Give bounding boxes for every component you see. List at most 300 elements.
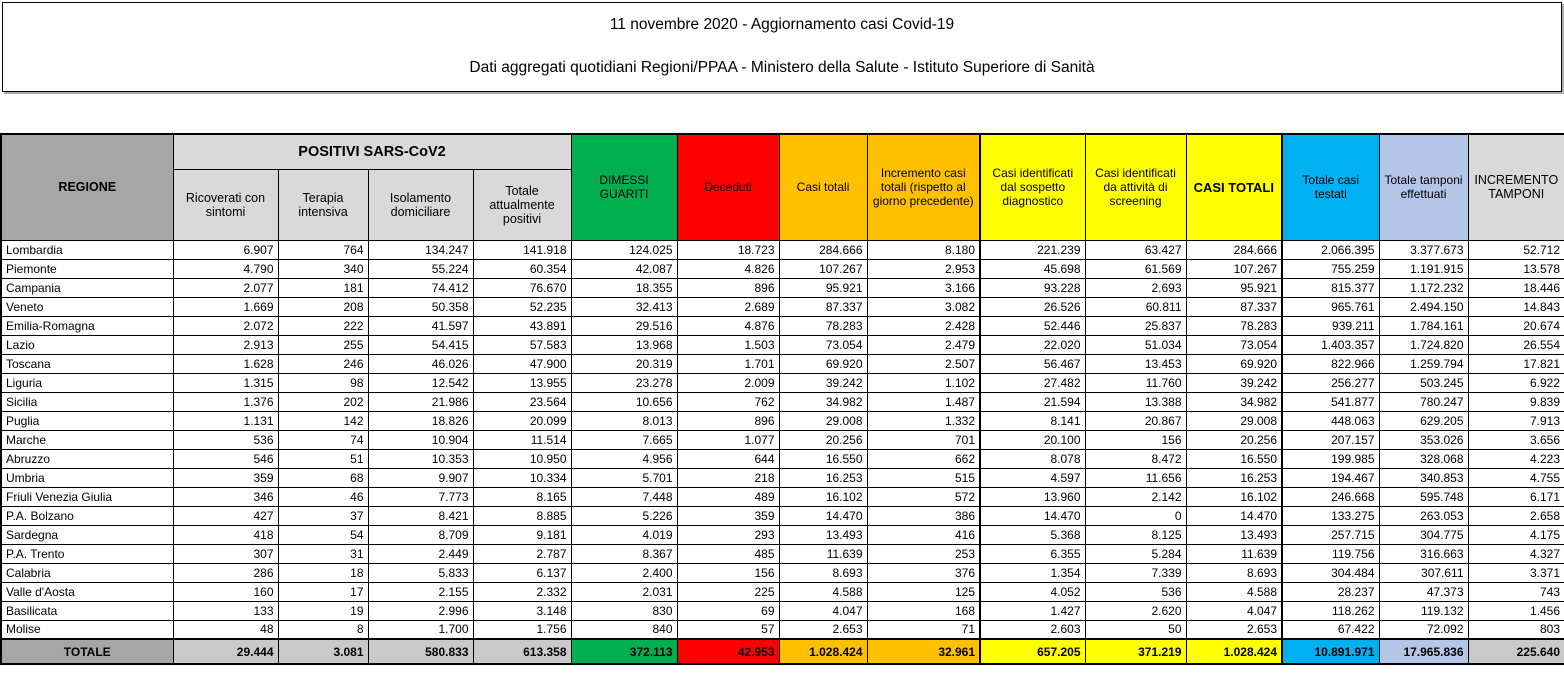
value-cell: 39.242 (1186, 373, 1282, 392)
header-casi-screening: Casi identificati da attività di screening (1085, 134, 1186, 240)
value-cell: 55.224 (368, 259, 473, 278)
value-cell: 3.082 (867, 297, 980, 316)
value-cell: 17.821 (1468, 354, 1564, 373)
value-cell: 72.092 (1379, 620, 1468, 639)
value-cell: 644 (677, 449, 779, 468)
value-cell: 13.388 (1085, 392, 1186, 411)
value-cell: 13.960 (980, 487, 1085, 506)
region-name-cell: Liguria (1, 373, 173, 392)
value-cell: 7.665 (571, 430, 677, 449)
value-cell: 21.986 (368, 392, 473, 411)
value-cell: 160 (173, 582, 278, 601)
value-cell: 63.427 (1085, 240, 1186, 259)
value-cell: 3.166 (867, 278, 980, 297)
value-cell: 78.283 (1186, 316, 1282, 335)
region-name-cell: Sardegna (1, 525, 173, 544)
value-cell: 1.487 (867, 392, 980, 411)
table-row (1, 259, 1564, 278)
value-cell: 1.131 (173, 411, 278, 430)
totale-value-cell: 613.358 (473, 639, 571, 664)
value-cell: 4.876 (677, 316, 779, 335)
value-cell: 13.493 (779, 525, 867, 544)
value-cell: 2.653 (1186, 620, 1282, 639)
value-cell: 8 (278, 620, 368, 639)
header-dimessi-guariti: DIMESSI GUARITI (571, 134, 677, 240)
table-row (1, 563, 1564, 582)
value-cell: 743 (1468, 582, 1564, 601)
value-cell: 1.700 (368, 620, 473, 639)
value-cell: 199.985 (1282, 449, 1379, 468)
value-cell: 6.137 (473, 563, 571, 582)
title-line-1: 11 novembre 2020 - Aggiornamento casi Covid-19 (609, 16, 955, 33)
value-cell: 16.253 (1186, 468, 1282, 487)
value-cell: 5.284 (1085, 544, 1186, 563)
value-cell: 18.826 (368, 411, 473, 430)
value-cell: 8.165 (473, 487, 571, 506)
value-cell: 98 (278, 373, 368, 392)
value-cell: 2.077 (173, 278, 278, 297)
value-cell: 142 (278, 411, 368, 430)
value-cell: 222 (278, 316, 368, 335)
value-cell: 386 (867, 506, 980, 525)
value-cell: 536 (173, 430, 278, 449)
value-cell: 7.913 (1468, 411, 1564, 430)
value-cell: 246 (278, 354, 368, 373)
value-cell: 47.900 (473, 354, 571, 373)
value-cell: 124.025 (571, 240, 677, 259)
value-cell: 47.373 (1379, 582, 1468, 601)
value-cell: 4.052 (980, 582, 1085, 601)
table-row (1, 525, 1564, 544)
value-cell: 168 (867, 601, 980, 620)
value-cell: 26.526 (980, 297, 1085, 316)
value-cell: 13.955 (473, 373, 571, 392)
table-row (1, 373, 1564, 392)
value-cell: 18 (278, 563, 368, 582)
totale-value-cell: 10.891.971 (1282, 639, 1379, 664)
value-cell: 133.275 (1282, 506, 1379, 525)
value-cell: 87.337 (1186, 297, 1282, 316)
totale-row (1, 639, 1564, 664)
value-cell: 60.811 (1085, 297, 1186, 316)
table-row (1, 278, 1564, 297)
value-cell: 133 (173, 601, 278, 620)
value-cell: 4.588 (1186, 582, 1282, 601)
value-cell: 4.588 (779, 582, 867, 601)
value-cell: 2.689 (677, 297, 779, 316)
region-name-cell: P.A. Trento (1, 544, 173, 563)
region-name-cell: Basilicata (1, 601, 173, 620)
value-cell: 572 (867, 487, 980, 506)
value-cell: 1.315 (173, 373, 278, 392)
value-cell: 416 (867, 525, 980, 544)
region-name-cell: Lombardia (1, 240, 173, 259)
value-cell: 515 (867, 468, 980, 487)
totale-value-cell: 3.081 (278, 639, 368, 664)
table-row (1, 620, 1564, 639)
table-body (1, 240, 1564, 639)
value-cell: 20.256 (779, 430, 867, 449)
value-cell: 107.267 (1186, 259, 1282, 278)
value-cell: 830 (571, 601, 677, 620)
title-box (2, 2, 1562, 92)
value-cell: 10.656 (571, 392, 677, 411)
value-cell: 662 (867, 449, 980, 468)
value-cell: 755.259 (1282, 259, 1379, 278)
value-cell: 2.009 (677, 373, 779, 392)
header-incremento-tamponi: INCREMENTO TAMPONI (1468, 134, 1564, 240)
value-cell: 2.428 (867, 316, 980, 335)
table-row (1, 392, 1564, 411)
value-cell: 284.666 (779, 240, 867, 259)
header-regione: REGIONE (1, 134, 173, 240)
value-cell: 6.922 (1468, 373, 1564, 392)
value-cell: 221.239 (980, 240, 1085, 259)
value-cell: 156 (1085, 430, 1186, 449)
region-name-cell: Marche (1, 430, 173, 449)
value-cell: 896 (677, 411, 779, 430)
value-cell: 52.235 (473, 297, 571, 316)
value-cell: 4.327 (1468, 544, 1564, 563)
value-cell: 107.267 (779, 259, 867, 278)
value-cell: 225 (677, 582, 779, 601)
value-cell: 71 (867, 620, 980, 639)
value-cell: 9.181 (473, 525, 571, 544)
value-cell: 20.256 (1186, 430, 1282, 449)
value-cell: 340 (278, 259, 368, 278)
value-cell: 246.668 (1282, 487, 1379, 506)
value-cell: 328.068 (1379, 449, 1468, 468)
value-cell: 2.479 (867, 335, 980, 354)
region-name-cell: Friuli Venezia Giulia (1, 487, 173, 506)
value-cell: 255 (278, 335, 368, 354)
region-name-cell: Toscana (1, 354, 173, 373)
value-cell: 11.514 (473, 430, 571, 449)
value-cell: 418 (173, 525, 278, 544)
value-cell: 2.913 (173, 335, 278, 354)
value-cell: 2.142 (1085, 487, 1186, 506)
value-cell: 207.157 (1282, 430, 1379, 449)
value-cell: 427 (173, 506, 278, 525)
value-cell: 10.353 (368, 449, 473, 468)
value-cell: 10.334 (473, 468, 571, 487)
totale-value-cell: 17.965.836 (1379, 639, 1468, 664)
value-cell: 141.918 (473, 240, 571, 259)
value-cell: 2.332 (473, 582, 571, 601)
value-cell: 1.628 (173, 354, 278, 373)
value-cell: 1.724.820 (1379, 335, 1468, 354)
value-cell: 541.877 (1282, 392, 1379, 411)
header-terapia-intensiva: Terapia intensiva (278, 169, 368, 240)
value-cell: 316.663 (1379, 544, 1468, 563)
value-cell: 18.723 (677, 240, 779, 259)
value-cell: 4.047 (779, 601, 867, 620)
value-cell: 48 (173, 620, 278, 639)
value-cell: 965.761 (1282, 297, 1379, 316)
totale-value-cell: 29.444 (173, 639, 278, 664)
region-name-cell: P.A. Bolzano (1, 506, 173, 525)
value-cell: 25.837 (1085, 316, 1186, 335)
title-line-2: Dati aggregati quotidiani Regioni/PPAA - Ministero della Salute - Istituto Superiore di Sanità (469, 58, 1095, 76)
table-row (1, 582, 1564, 601)
value-cell: 2.494.150 (1379, 297, 1468, 316)
value-cell: 10.904 (368, 430, 473, 449)
value-cell: 284.666 (1186, 240, 1282, 259)
value-cell: 7.773 (368, 487, 473, 506)
table-row (1, 506, 1564, 525)
value-cell: 57.583 (473, 335, 571, 354)
value-cell: 1.172.232 (1379, 278, 1468, 297)
value-cell: 31 (278, 544, 368, 563)
value-cell: 2.658 (1468, 506, 1564, 525)
value-cell: 3.377.673 (1379, 240, 1468, 259)
value-cell: 76.670 (473, 278, 571, 297)
value-cell: 20.319 (571, 354, 677, 373)
header-positivi-sars-cov2: POSITIVI SARS-CoV2 (173, 134, 571, 169)
value-cell: 42.087 (571, 259, 677, 278)
value-cell: 41.597 (368, 316, 473, 335)
value-cell: 52.446 (980, 316, 1085, 335)
value-cell: 202 (278, 392, 368, 411)
region-name-cell: Puglia (1, 411, 173, 430)
value-cell: 74.412 (368, 278, 473, 297)
table-row (1, 240, 1564, 259)
value-cell: 19 (278, 601, 368, 620)
value-cell: 2.072 (173, 316, 278, 335)
value-cell: 5.226 (571, 506, 677, 525)
value-cell: 8.693 (779, 563, 867, 582)
value-cell: 595.748 (1379, 487, 1468, 506)
totale-value-cell: 225.640 (1468, 639, 1564, 664)
value-cell: 60.354 (473, 259, 571, 278)
totale-value-cell: 1.028.424 (779, 639, 867, 664)
value-cell: 52.712 (1468, 240, 1564, 259)
header-casi-totali-upper: CASI TOTALI (1186, 134, 1282, 240)
value-cell: 181 (278, 278, 368, 297)
value-cell: 6.355 (980, 544, 1085, 563)
value-cell: 307.611 (1379, 563, 1468, 582)
totale-value-cell: 42.953 (677, 639, 779, 664)
value-cell: 764 (278, 240, 368, 259)
value-cell: 1.427 (980, 601, 1085, 620)
value-cell: 95.921 (779, 278, 867, 297)
value-cell: 485 (677, 544, 779, 563)
region-name-cell: Valle d'Aosta (1, 582, 173, 601)
value-cell: 2.996 (368, 601, 473, 620)
value-cell: 4.175 (1468, 525, 1564, 544)
value-cell: 2.155 (368, 582, 473, 601)
totale-value-cell: 372.113 (571, 639, 677, 664)
value-cell: 4.019 (571, 525, 677, 544)
value-cell: 2.787 (473, 544, 571, 563)
region-name-cell: Abruzzo (1, 449, 173, 468)
value-cell: 119.132 (1379, 601, 1468, 620)
value-cell: 3.656 (1468, 430, 1564, 449)
value-cell: 2.507 (867, 354, 980, 373)
value-cell: 8.885 (473, 506, 571, 525)
value-cell: 359 (173, 468, 278, 487)
value-cell: 8.180 (867, 240, 980, 259)
value-cell: 54 (278, 525, 368, 544)
value-cell: 13.578 (1468, 259, 1564, 278)
value-cell: 896 (677, 278, 779, 297)
value-cell: 28.237 (1282, 582, 1379, 601)
table-row (1, 487, 1564, 506)
value-cell: 54.415 (368, 335, 473, 354)
header-ricoverati-con-sintomi: Ricoverati con sintomi (173, 169, 278, 240)
value-cell: 11.639 (779, 544, 867, 563)
value-cell: 1.376 (173, 392, 278, 411)
value-cell: 939.211 (1282, 316, 1379, 335)
value-cell: 208 (278, 297, 368, 316)
value-cell: 16.253 (779, 468, 867, 487)
value-cell: 119.756 (1282, 544, 1379, 563)
region-name-cell: Piemonte (1, 259, 173, 278)
value-cell: 359 (677, 506, 779, 525)
value-cell: 503.245 (1379, 373, 1468, 392)
value-cell: 18.446 (1468, 278, 1564, 297)
value-cell: 26.554 (1468, 335, 1564, 354)
value-cell: 304.775 (1379, 525, 1468, 544)
value-cell: 74 (278, 430, 368, 449)
value-cell: 7.448 (571, 487, 677, 506)
table-row (1, 544, 1564, 563)
value-cell: 18.355 (571, 278, 677, 297)
value-cell: 2.400 (571, 563, 677, 582)
value-cell: 8.367 (571, 544, 677, 563)
region-name-cell: Lazio (1, 335, 173, 354)
value-cell: 4.223 (1468, 449, 1564, 468)
value-cell: 1.102 (867, 373, 980, 392)
value-cell: 12.542 (368, 373, 473, 392)
value-cell: 8.141 (980, 411, 1085, 430)
value-cell: 257.715 (1282, 525, 1379, 544)
value-cell: 16.102 (779, 487, 867, 506)
value-cell: 2.449 (368, 544, 473, 563)
region-name-cell: Sicilia (1, 392, 173, 411)
value-cell: 22.020 (980, 335, 1085, 354)
value-cell: 156 (677, 563, 779, 582)
table-row (1, 601, 1564, 620)
value-cell: 263.053 (1379, 506, 1468, 525)
value-cell: 134.247 (368, 240, 473, 259)
value-cell: 14.470 (1186, 506, 1282, 525)
totale-value-cell: 580.833 (368, 639, 473, 664)
value-cell: 68 (278, 468, 368, 487)
value-cell: 29.516 (571, 316, 677, 335)
value-cell: 7.339 (1085, 563, 1186, 582)
value-cell: 293 (677, 525, 779, 544)
table-row (1, 335, 1564, 354)
table-row (1, 297, 1564, 316)
value-cell: 69.920 (1186, 354, 1282, 373)
header-incremento-casi: Incremento casi totali (rispetto al giorno precedente) (867, 134, 980, 240)
value-cell: 6.907 (173, 240, 278, 259)
value-cell: 4.790 (173, 259, 278, 278)
value-cell: 307 (173, 544, 278, 563)
value-cell: 815.377 (1282, 278, 1379, 297)
value-cell: 29.008 (1186, 411, 1282, 430)
value-cell: 346 (173, 487, 278, 506)
value-cell: 2.603 (980, 620, 1085, 639)
value-cell: 14.470 (980, 506, 1085, 525)
value-cell: 546 (173, 449, 278, 468)
value-cell: 2.066.395 (1282, 240, 1379, 259)
value-cell: 4.047 (1186, 601, 1282, 620)
value-cell: 2.953 (867, 259, 980, 278)
value-cell: 8.125 (1085, 525, 1186, 544)
header-casi-sospetto-diagnostico: Casi identificati dal sospetto diagnostico (980, 134, 1085, 240)
value-cell: 1.259.794 (1379, 354, 1468, 373)
value-cell: 2.031 (571, 582, 677, 601)
value-cell: 11.639 (1186, 544, 1282, 563)
value-cell: 5.368 (980, 525, 1085, 544)
value-cell: 536 (1085, 582, 1186, 601)
value-cell: 4.597 (980, 468, 1085, 487)
value-cell: 9.907 (368, 468, 473, 487)
table-row (1, 430, 1564, 449)
value-cell: 340.853 (1379, 468, 1468, 487)
totale-value-cell: 1.028.424 (1186, 639, 1282, 664)
header-totale-tamponi: Totale tamponi effettuati (1379, 134, 1468, 240)
value-cell: 69 (677, 601, 779, 620)
value-cell: 14.843 (1468, 297, 1564, 316)
value-cell: 1.669 (173, 297, 278, 316)
table-row (1, 411, 1564, 430)
header-totale-attualmente-positivi: Totale attualmente positivi (473, 169, 571, 240)
table-row (1, 468, 1564, 487)
totale-value-cell: 371.219 (1085, 639, 1186, 664)
value-cell: 353.026 (1379, 430, 1468, 449)
value-cell: 8.013 (571, 411, 677, 430)
value-cell: 46.026 (368, 354, 473, 373)
table-row (1, 449, 1564, 468)
value-cell: 11.656 (1085, 468, 1186, 487)
value-cell: 1.784.161 (1379, 316, 1468, 335)
value-cell: 56.467 (980, 354, 1085, 373)
value-cell: 2.653 (779, 620, 867, 639)
value-cell: 125 (867, 582, 980, 601)
data-table (0, 133, 1564, 665)
value-cell: 39.242 (779, 373, 867, 392)
value-cell: 23.278 (571, 373, 677, 392)
header-deceduti: Deceduti (677, 134, 779, 240)
value-cell: 87.337 (779, 297, 867, 316)
value-cell: 11.760 (1085, 373, 1186, 392)
region-name-cell: Calabria (1, 563, 173, 582)
value-cell: 20.100 (980, 430, 1085, 449)
value-cell: 73.054 (1186, 335, 1282, 354)
table-row (1, 354, 1564, 373)
totale-label: TOTALE (1, 639, 173, 664)
value-cell: 20.099 (473, 411, 571, 430)
value-cell: 13.453 (1085, 354, 1186, 373)
value-cell: 16.550 (779, 449, 867, 468)
value-cell: 822.966 (1282, 354, 1379, 373)
value-cell: 8.472 (1085, 449, 1186, 468)
table-row (1, 316, 1564, 335)
value-cell: 61.569 (1085, 259, 1186, 278)
value-cell: 17 (278, 582, 368, 601)
value-cell: 803 (1468, 620, 1564, 639)
value-cell: 1.756 (473, 620, 571, 639)
value-cell: 69.920 (779, 354, 867, 373)
value-cell: 13.968 (571, 335, 677, 354)
value-cell: 448.063 (1282, 411, 1379, 430)
value-cell: 1.077 (677, 430, 779, 449)
value-cell: 95.921 (1186, 278, 1282, 297)
value-cell: 376 (867, 563, 980, 582)
